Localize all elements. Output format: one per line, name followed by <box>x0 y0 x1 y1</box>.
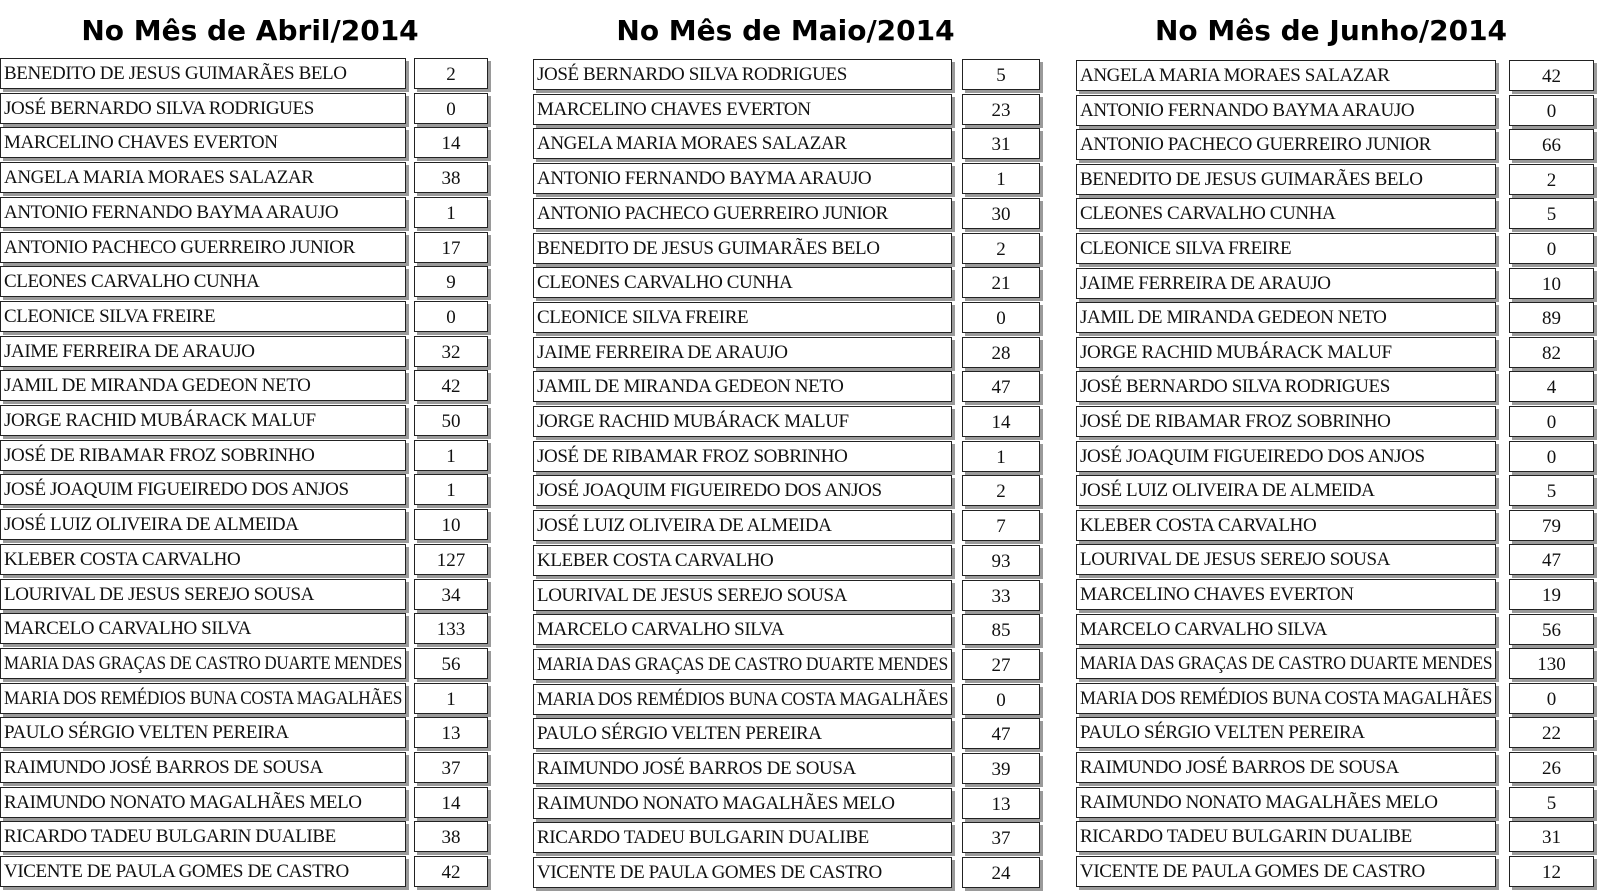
judge-name-cell: JAIME FERREIRA DE ARAUJO <box>1076 268 1496 299</box>
count-value-cell: 9 <box>414 266 488 297</box>
judge-name-cell: JOSÉ LUIZ OLIVEIRA DE ALMEIDA <box>1076 475 1496 506</box>
table-row <box>533 545 1044 576</box>
judge-name-cell: ANGELA MARIA MORAES SALAZAR <box>0 162 406 193</box>
judge-name-cell: JORGE RACHID MUBÁRACK MALUF <box>0 405 406 436</box>
table-row <box>0 440 492 471</box>
count-value-cell: 0 <box>1509 683 1594 714</box>
count-value-cell: 14 <box>962 406 1040 437</box>
judge-name-cell: LOURIVAL DE JESUS SEREJO SOUSA <box>0 579 406 610</box>
judge-name-cell: ANGELA MARIA MORAES SALAZAR <box>533 128 952 159</box>
table-row <box>533 684 1044 715</box>
count-value-cell: 5 <box>962 59 1040 90</box>
table-row <box>533 753 1044 784</box>
judge-name-cell: RICARDO TADEU BULGARIN DUALIBE <box>1076 821 1496 852</box>
panel-junho <box>1076 0 1596 883</box>
count-value-cell: 0 <box>414 301 488 332</box>
count-value-cell: 0 <box>1509 95 1594 126</box>
table-row <box>0 683 492 714</box>
judge-name-cell: PAULO SÉRGIO VELTEN PEREIRA <box>1076 717 1496 748</box>
table-row <box>1076 475 1598 506</box>
table-row <box>0 856 492 887</box>
table-row <box>0 405 492 436</box>
judge-name-cell: RAIMUNDO JOSÉ BARROS DE SOUSA <box>1076 752 1496 783</box>
judge-name-cell: ANTONIO PACHECO GUERREIRO JUNIOR <box>533 198 952 229</box>
count-value-cell: 56 <box>414 648 488 679</box>
count-value-cell: 38 <box>414 162 488 193</box>
count-value-cell: 5 <box>1509 475 1594 506</box>
count-value-cell: 2 <box>962 475 1040 506</box>
count-value-cell: 5 <box>1509 787 1594 818</box>
judge-name-cell: ANTONIO PACHECO GUERREIRO JUNIOR <box>0 232 406 263</box>
table-row <box>533 822 1044 853</box>
count-value-cell: 5 <box>1509 198 1594 229</box>
panel-abril <box>0 0 490 884</box>
count-value-cell: 1 <box>414 197 488 228</box>
table-row <box>1076 129 1598 160</box>
table-row <box>533 614 1044 645</box>
count-value-cell: 133 <box>414 613 488 644</box>
table-row <box>533 475 1044 506</box>
judge-name-cell: KLEBER COSTA CARVALHO <box>1076 510 1496 541</box>
judge-name-cell: ANTONIO FERNANDO BAYMA ARAUJO <box>1076 95 1496 126</box>
judge-name-cell: JAMIL DE MIRANDA GEDEON NETO <box>533 371 952 402</box>
table-row <box>0 787 492 818</box>
table-row <box>1076 821 1598 852</box>
table-row <box>0 162 492 193</box>
judge-name-cell: MARCELO CARVALHO SILVA <box>0 613 406 644</box>
table-row <box>533 649 1044 680</box>
table-row <box>0 544 492 575</box>
table-row <box>1076 683 1598 714</box>
table-row <box>533 857 1044 888</box>
judge-name-cell: RAIMUNDO NONATO MAGALHÃES MELO <box>0 787 406 818</box>
judge-name-cell: BENEDITO DE JESUS GUIMARÃES BELO <box>533 233 952 264</box>
judge-name-cell: PAULO SÉRGIO VELTEN PEREIRA <box>0 717 406 748</box>
table-row <box>1076 164 1598 195</box>
judge-name-cell: RAIMUNDO NONATO MAGALHÃES MELO <box>533 788 952 819</box>
count-value-cell: 2 <box>962 233 1040 264</box>
judge-name-cell: JORGE RACHID MUBÁRACK MALUF <box>533 406 952 437</box>
judge-name-cell: RICARDO TADEU BULGARIN DUALIBE <box>0 821 406 852</box>
count-value-cell: 7 <box>962 510 1040 541</box>
table-row <box>533 371 1044 402</box>
judge-name-cell: JOSÉ BERNARDO SILVA RODRIGUES <box>533 59 952 90</box>
count-value-cell: 27 <box>962 649 1040 680</box>
table-row <box>533 128 1044 159</box>
judge-name-cell: KLEBER COSTA CARVALHO <box>0 544 406 575</box>
table-row <box>1076 544 1598 575</box>
table-row <box>533 337 1044 368</box>
judge-name-cell: BENEDITO DE JESUS GUIMARÃES BELO <box>1076 164 1496 195</box>
count-value-cell: 93 <box>962 545 1040 576</box>
table-row <box>0 58 492 89</box>
judge-name-cell: CLEONES CARVALHO CUNHA <box>0 266 406 297</box>
judge-name-cell: CLEONICE SILVA FREIRE <box>1076 233 1496 264</box>
table-row <box>1076 752 1598 783</box>
table-row <box>0 336 492 367</box>
count-value-cell: 13 <box>962 788 1040 819</box>
count-value-cell: 1 <box>962 163 1040 194</box>
count-value-cell: 12 <box>1509 856 1594 887</box>
judge-name-cell: JAIME FERREIRA DE ARAUJO <box>0 336 406 367</box>
count-value-cell: 10 <box>414 509 488 540</box>
count-value-cell: 28 <box>962 337 1040 368</box>
judge-name-cell: JOSÉ DE RIBAMAR FROZ SOBRINHO <box>0 440 406 471</box>
count-value-cell: 47 <box>962 718 1040 749</box>
count-value-cell: 2 <box>414 58 488 89</box>
judge-name-cell: MARCELO CARVALHO SILVA <box>533 614 952 645</box>
judge-name-cell: JOSÉ LUIZ OLIVEIRA DE ALMEIDA <box>0 509 406 540</box>
table-row <box>533 233 1044 264</box>
count-value-cell: 19 <box>1509 579 1594 610</box>
table-row <box>533 441 1044 472</box>
table-row <box>533 580 1044 611</box>
table-row <box>533 302 1044 333</box>
count-value-cell: 2 <box>1509 164 1594 195</box>
table-row <box>1076 717 1598 748</box>
count-value-cell: 17 <box>414 232 488 263</box>
count-value-cell: 50 <box>414 405 488 436</box>
table-row <box>0 509 492 540</box>
table-row <box>0 266 492 297</box>
table-row <box>1076 441 1598 472</box>
judge-name-cell: ANGELA MARIA MORAES SALAZAR <box>1076 60 1496 91</box>
judge-name-cell: VICENTE DE PAULA GOMES DE CASTRO <box>533 857 952 888</box>
count-value-cell: 14 <box>414 787 488 818</box>
judge-name-cell: ANTONIO FERNANDO BAYMA ARAUJO <box>0 197 406 228</box>
judge-name-cell: RAIMUNDO JOSÉ BARROS DE SOUSA <box>0 752 406 783</box>
table-row <box>533 163 1044 194</box>
count-value-cell: 47 <box>962 371 1040 402</box>
table-row <box>1076 406 1598 437</box>
count-value-cell: 1 <box>414 440 488 471</box>
table-row <box>0 370 492 401</box>
count-value-cell: 1 <box>962 441 1040 472</box>
judge-name-cell: MARIA DOS REMÉDIOS BUNA COSTA MAGALHÃES <box>0 683 406 714</box>
count-value-cell: 31 <box>962 128 1040 159</box>
table-row <box>1076 371 1598 402</box>
count-value-cell: 0 <box>962 302 1040 333</box>
count-value-cell: 33 <box>962 580 1040 611</box>
table-row <box>1076 856 1598 887</box>
table-row <box>1076 95 1598 126</box>
count-value-cell: 39 <box>962 753 1040 784</box>
table-row <box>1076 787 1598 818</box>
judge-name-cell: JOSÉ DE RIBAMAR FROZ SOBRINHO <box>533 441 952 472</box>
count-value-cell: 56 <box>1509 614 1594 645</box>
table-row <box>0 821 492 852</box>
table-row <box>533 198 1044 229</box>
table-row <box>1076 268 1598 299</box>
count-value-cell: 38 <box>414 821 488 852</box>
table-row <box>1076 510 1598 541</box>
table-row <box>533 94 1044 125</box>
count-value-cell: 10 <box>1509 268 1594 299</box>
judge-name-cell: CLEONES CARVALHO CUNHA <box>533 267 952 298</box>
table-row <box>0 301 492 332</box>
table-row <box>533 267 1044 298</box>
judge-name-cell: JOSÉ BERNARDO SILVA RODRIGUES <box>0 93 406 124</box>
judge-name-cell: VICENTE DE PAULA GOMES DE CASTRO <box>1076 856 1496 887</box>
judge-name-cell: ANTONIO PACHECO GUERREIRO JUNIOR <box>1076 129 1496 160</box>
judge-name-cell: BENEDITO DE JESUS GUIMARÃES BELO <box>0 58 406 89</box>
table-row <box>1076 337 1598 368</box>
judge-name-cell: MARIA DAS GRAÇAS DE CASTRO DUARTE MENDES <box>0 648 406 679</box>
judge-name-cell: JOSÉ BERNARDO SILVA RODRIGUES <box>1076 371 1496 402</box>
panel-maio <box>533 0 1038 885</box>
table-row <box>0 232 492 263</box>
judge-name-cell: MARIA DAS GRAÇAS DE CASTRO DUARTE MENDES <box>1076 648 1496 679</box>
count-value-cell: 127 <box>414 544 488 575</box>
judge-name-cell: MARCELO CARVALHO SILVA <box>1076 614 1496 645</box>
judge-name-cell: MARIA DAS GRAÇAS DE CASTRO DUARTE MENDES <box>533 649 952 680</box>
count-value-cell: 42 <box>1509 60 1594 91</box>
count-value-cell: 79 <box>1509 510 1594 541</box>
judge-name-cell: JOSÉ JOAQUIM FIGUEIREDO DOS ANJOS <box>1076 441 1496 472</box>
table-row <box>0 474 492 505</box>
table-row <box>533 788 1044 819</box>
count-value-cell: 21 <box>962 267 1040 298</box>
judge-name-cell: VICENTE DE PAULA GOMES DE CASTRO <box>0 856 406 887</box>
panel-title: No Mês de Abril/2014 <box>81 14 419 47</box>
count-value-cell: 47 <box>1509 544 1594 575</box>
count-value-cell: 32 <box>414 336 488 367</box>
count-value-cell: 85 <box>962 614 1040 645</box>
count-value-cell: 30 <box>962 198 1040 229</box>
count-value-cell: 82 <box>1509 337 1594 368</box>
table-row <box>1076 198 1598 229</box>
count-value-cell: 37 <box>414 752 488 783</box>
judge-name-cell: LOURIVAL DE JESUS SEREJO SOUSA <box>533 580 952 611</box>
judge-name-cell: CLEONICE SILVA FREIRE <box>0 301 406 332</box>
panel-title: No Mês de Junho/2014 <box>1154 14 1508 47</box>
count-value-cell: 1 <box>414 474 488 505</box>
count-value-cell: 31 <box>1509 821 1594 852</box>
count-value-cell: 14 <box>414 127 488 158</box>
table-row <box>0 752 492 783</box>
judge-name-cell: CLEONICE SILVA FREIRE <box>533 302 952 333</box>
judge-name-cell: JAMIL DE MIRANDA GEDEON NETO <box>1076 302 1496 333</box>
count-value-cell: 0 <box>414 93 488 124</box>
judge-name-cell: JOSÉ LUIZ OLIVEIRA DE ALMEIDA <box>533 510 952 541</box>
judge-name-cell: RAIMUNDO JOSÉ BARROS DE SOUSA <box>533 753 952 784</box>
count-value-cell: 42 <box>414 370 488 401</box>
judge-name-cell: KLEBER COSTA CARVALHO <box>533 545 952 576</box>
judge-name-cell: JAIME FERREIRA DE ARAUJO <box>533 337 952 368</box>
count-value-cell: 42 <box>414 856 488 887</box>
table-row <box>0 648 492 679</box>
count-value-cell: 0 <box>1509 406 1594 437</box>
table-row <box>1076 579 1598 610</box>
count-value-cell: 0 <box>962 684 1040 715</box>
table-row <box>533 406 1044 437</box>
table-row <box>1076 60 1598 91</box>
count-value-cell: 130 <box>1509 648 1594 679</box>
judge-name-cell: MARIA DOS REMÉDIOS BUNA COSTA MAGALHÃES <box>533 684 952 715</box>
count-value-cell: 34 <box>414 579 488 610</box>
judge-name-cell: ANTONIO FERNANDO BAYMA ARAUJO <box>533 163 952 194</box>
judge-name-cell: MARCELINO CHAVES EVERTON <box>1076 579 1496 610</box>
count-value-cell: 1 <box>414 683 488 714</box>
count-value-cell: 24 <box>962 857 1040 888</box>
count-value-cell: 4 <box>1509 371 1594 402</box>
table-row <box>1076 302 1598 333</box>
table-row <box>1076 233 1598 264</box>
judge-name-cell: JORGE RACHID MUBÁRACK MALUF <box>1076 337 1496 368</box>
judge-name-cell: MARCELINO CHAVES EVERTON <box>0 127 406 158</box>
table-row <box>0 579 492 610</box>
count-value-cell: 13 <box>414 717 488 748</box>
panel-title: No Mês de Maio/2014 <box>616 14 955 47</box>
count-value-cell: 23 <box>962 94 1040 125</box>
count-value-cell: 22 <box>1509 717 1594 748</box>
table-row <box>0 127 492 158</box>
judge-name-cell: JOSÉ JOAQUIM FIGUEIREDO DOS ANJOS <box>0 474 406 505</box>
judge-name-cell: JOSÉ JOAQUIM FIGUEIREDO DOS ANJOS <box>533 475 952 506</box>
judge-name-cell: JAMIL DE MIRANDA GEDEON NETO <box>0 370 406 401</box>
table-row <box>0 93 492 124</box>
count-value-cell: 37 <box>962 822 1040 853</box>
judge-name-cell: LOURIVAL DE JESUS SEREJO SOUSA <box>1076 544 1496 575</box>
count-value-cell: 0 <box>1509 441 1594 472</box>
table-row <box>0 197 492 228</box>
table-row <box>533 59 1044 90</box>
judge-name-cell: CLEONES CARVALHO CUNHA <box>1076 198 1496 229</box>
count-value-cell: 0 <box>1509 233 1594 264</box>
table-row <box>1076 648 1598 679</box>
count-value-cell: 89 <box>1509 302 1594 333</box>
count-value-cell: 26 <box>1509 752 1594 783</box>
judge-name-cell: JOSÉ DE RIBAMAR FROZ SOBRINHO <box>1076 406 1496 437</box>
judge-name-cell: PAULO SÉRGIO VELTEN PEREIRA <box>533 718 952 749</box>
judge-name-cell: RICARDO TADEU BULGARIN DUALIBE <box>533 822 952 853</box>
table-row <box>1076 614 1598 645</box>
table-row <box>533 718 1044 749</box>
judge-name-cell: MARIA DOS REMÉDIOS BUNA COSTA MAGALHÃES <box>1076 683 1496 714</box>
table-row <box>533 510 1044 541</box>
judge-name-cell: MARCELINO CHAVES EVERTON <box>533 94 952 125</box>
table-row <box>0 613 492 644</box>
judge-name-cell: RAIMUNDO NONATO MAGALHÃES MELO <box>1076 787 1496 818</box>
table-row <box>0 717 492 748</box>
count-value-cell: 66 <box>1509 129 1594 160</box>
